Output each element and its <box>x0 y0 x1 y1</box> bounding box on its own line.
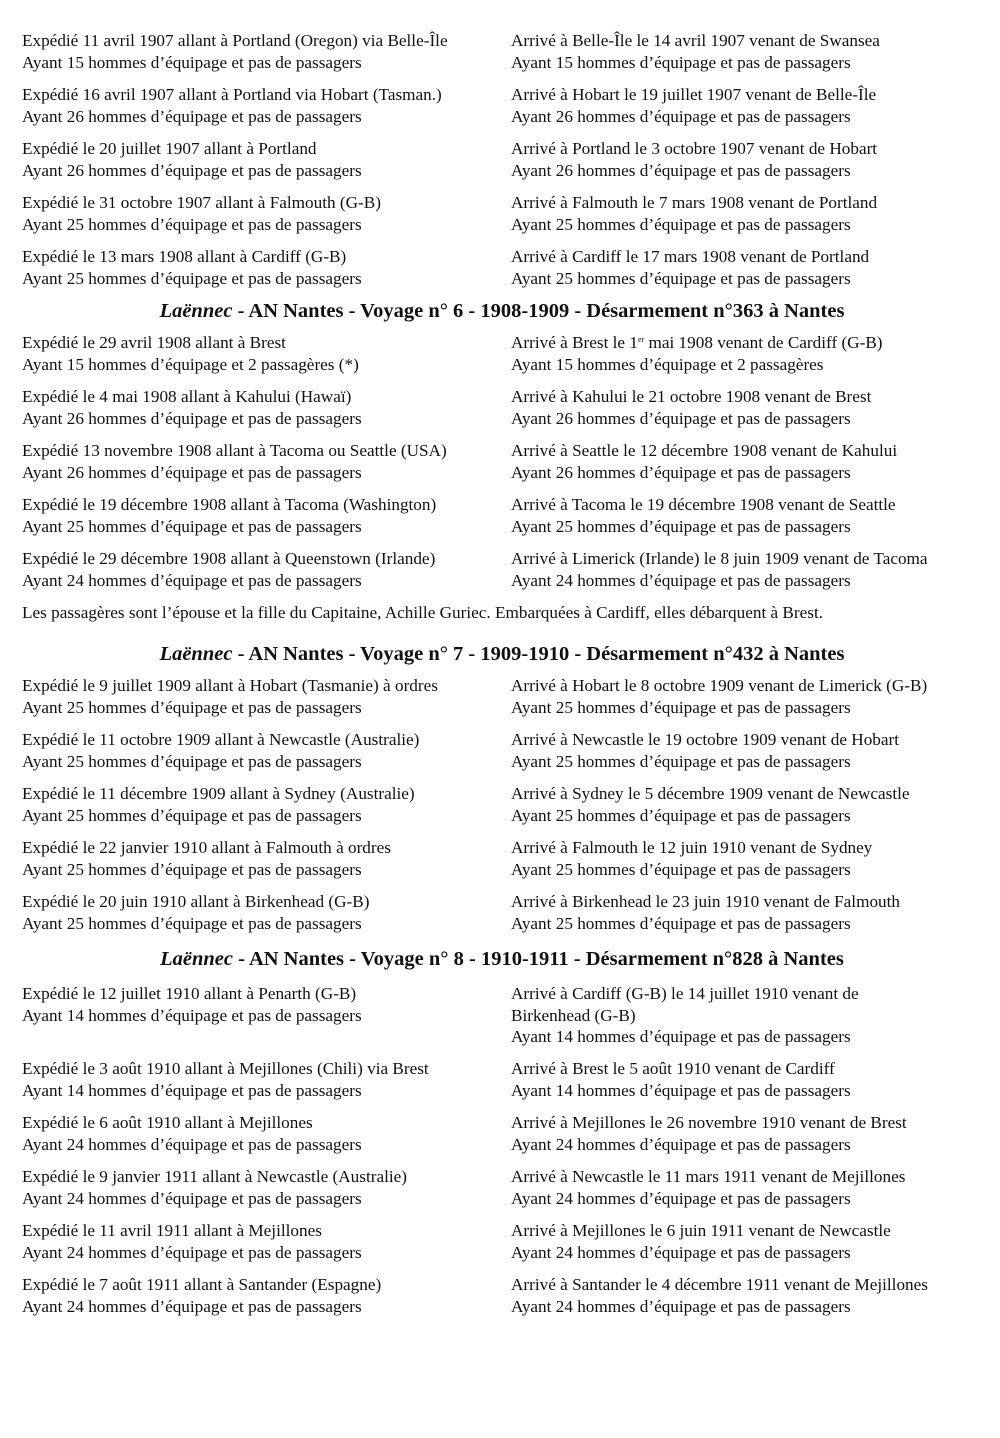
arrival-line: Arrivé à Portland le 3 octobre 1907 venant de Hobart <box>511 139 878 158</box>
voyage-8-entries <box>22 983 982 1328</box>
departure-line: Expédié le 11 décembre 1909 allant à Sydney (Australie) <box>22 784 415 803</box>
departure-entry <box>22 192 511 246</box>
arrival-line: Arrivé à Newcastle le 11 mars 1911 venant de Mejillones <box>511 1167 906 1186</box>
crew-line: Ayant 15 hommes d’équipage et 2 passagères (*) <box>22 354 359 374</box>
voyage-title: - AN Nantes - Voyage n° 6 - 1908-1909 - Désarmement n°363 à Nantes <box>232 300 845 322</box>
departure-entry <box>22 548 511 602</box>
departure-entry <box>22 1112 511 1166</box>
crew-line: Ayant 25 hommes d’équipage et pas de passagers <box>22 913 362 933</box>
crew-line: Ayant 15 hommes d’équipage et 2 passagères <box>511 354 824 374</box>
arrival-entry <box>511 675 982 729</box>
departure-entry <box>22 837 511 891</box>
departure-entry <box>22 84 511 138</box>
crew-line: Ayant 26 hommes d’équipage et pas de passagers <box>511 106 851 126</box>
departure-entry <box>22 246 511 291</box>
voyage-entry-row <box>22 138 982 192</box>
crew-line: Ayant 25 hommes d’équipage et pas de passagers <box>511 268 851 288</box>
voyage-title: - AN Nantes - Voyage n° 8 - 1910-1911 - Désarmement n°828 à Nantes <box>233 948 844 970</box>
departure-line: Expédié le 20 juillet 1907 allant à Portland <box>22 139 317 158</box>
crew-line: Ayant 24 hommes d’équipage et pas de passagers <box>22 570 362 590</box>
arrival-line: Arrivé à Kahului le 21 octobre 1908 venant de Brest <box>511 387 872 406</box>
arrival-line: Arrivé à Sydney le 5 décembre 1909 venant de Newcastle <box>511 784 910 803</box>
departure-entry <box>22 783 511 837</box>
voyage-entry-row <box>22 192 982 246</box>
crew-line: Ayant 26 hommes d’équipage et pas de passagers <box>22 408 362 428</box>
departure-entry <box>22 983 511 1058</box>
arrival-text: mai 1908 venant de Cardiff (G-B) <box>644 333 883 352</box>
crew-line: Ayant 24 hommes d’équipage et pas de passagers <box>22 1242 362 1262</box>
crew-line: Ayant 25 hommes d’équipage et pas de passagers <box>511 214 851 234</box>
voyage-entry-row <box>22 386 982 440</box>
crew-line: Ayant 24 hommes d’équipage et pas de passagers <box>511 1242 851 1262</box>
crew-line: Ayant 25 hommes d’équipage et pas de passagers <box>22 697 362 717</box>
crew-line: Ayant 25 hommes d’équipage et pas de passagers <box>511 516 851 536</box>
arrival-entry <box>511 440 982 494</box>
voyage-entry-row <box>22 983 982 1058</box>
departure-entry <box>22 138 511 192</box>
voyage-entry-row <box>22 1058 982 1112</box>
voyage-entry-row <box>22 1274 982 1328</box>
arrival-entry <box>511 1058 982 1112</box>
ship-name: Laënnec <box>159 643 233 665</box>
voyage-entry-row <box>22 1112 982 1166</box>
voyage-entry-row <box>22 494 982 548</box>
crew-line: Ayant 14 hommes d’équipage et pas de passagers <box>511 1080 851 1100</box>
arrival-entry <box>511 332 982 386</box>
departure-line: Expédié le 11 avril 1911 allant à Mejillones <box>22 1221 322 1240</box>
crew-line: Ayant 25 hommes d’équipage et pas de passagers <box>22 268 362 288</box>
departure-entry <box>22 332 511 386</box>
departure-line: Expédié le 7 août 1911 allant à Santander (Espagne) <box>22 1275 382 1294</box>
arrival-entry <box>511 837 982 891</box>
departure-line: Expédié le 9 juillet 1909 allant à Hobart (Tasmanie) à ordres <box>22 676 438 695</box>
arrival-line: Arrivé à Brest le 5 août 1910 venant de Cardiff <box>511 1059 835 1078</box>
departure-entry <box>22 1166 511 1220</box>
arrival-entry <box>511 1166 982 1220</box>
departure-line: Expédié le 12 juillet 1910 allant à Penarth (G-B) <box>22 984 357 1003</box>
departure-entry <box>22 891 511 939</box>
voyage-title: - AN Nantes - Voyage n° 7 - 1909-1910 - Désarmement n°432 à Nantes <box>232 643 845 665</box>
arrival-entry <box>511 138 982 192</box>
voyage-entry-row <box>22 30 982 84</box>
crew-line: Ayant 26 hommes d’équipage et pas de passagers <box>22 106 362 126</box>
departure-line: Expédié le 19 décembre 1908 allant à Tacoma (Washington) <box>22 495 437 514</box>
voyage-entry-row <box>22 332 982 386</box>
voyage-5-entries <box>22 30 982 291</box>
crew-line: Ayant 15 hommes d’équipage et pas de passagers <box>511 52 851 72</box>
arrival-line: Arrivé à Tacoma le 19 décembre 1908 venant de Seattle <box>511 495 896 514</box>
arrival-line-continued: Birkenhead (G-B) <box>511 1005 636 1025</box>
crew-line: Ayant 26 hommes d’équipage et pas de passagers <box>511 462 851 482</box>
voyage-entry-row <box>22 548 982 602</box>
voyage-entry-row <box>22 837 982 891</box>
ordinal-superscript: er <box>637 335 645 344</box>
arrival-line: Arrivé à Santander le 4 décembre 1911 venant de Mejillones <box>511 1275 928 1294</box>
departure-line: Expédié 13 novembre 1908 allant à Tacoma ou Seattle (USA) <box>22 441 447 460</box>
crew-line: Ayant 15 hommes d’équipage et pas de passagers <box>22 52 362 72</box>
arrival-line: Arrivé à Newcastle le 19 octobre 1909 venant de Hobart <box>511 730 900 749</box>
arrival-line: Arrivé à Birkenhead le 23 juin 1910 venant de Falmouth <box>511 892 901 911</box>
arrival-line: Arrivé à Falmouth le 12 juin 1910 venant de Sydney <box>511 838 873 857</box>
arrival-entry <box>511 983 982 1058</box>
passenger-note: Les passagères sont l’épouse et la fille du Capitaine, Achille Guriec. Embarquées à Cardiff, elles débarquent à Brest. <box>22 603 824 622</box>
departure-line: Expédié le 9 janvier 1911 allant à Newcastle (Australie) <box>22 1167 407 1186</box>
departure-line: Expédié le 6 août 1910 allant à Mejillones <box>22 1113 313 1132</box>
departure-line: Expédié le 22 janvier 1910 allant à Falmouth à ordres <box>22 838 391 857</box>
crew-line: Ayant 14 hommes d’équipage et pas de passagers <box>22 1080 362 1100</box>
voyage-6-heading <box>22 291 982 332</box>
voyage-7-heading <box>22 634 982 675</box>
crew-line: Ayant 25 hommes d’équipage et pas de passagers <box>511 805 851 825</box>
crew-line: Ayant 25 hommes d’équipage et pas de passagers <box>22 859 362 879</box>
departure-line: Expédié 16 avril 1907 allant à Portland via Hobart (Tasman.) <box>22 85 442 104</box>
arrival-line: Arrivé à Cardiff (G-B) le 14 juillet 1910 venant de <box>511 984 859 1003</box>
departure-entry <box>22 494 511 548</box>
arrival-entry <box>511 1112 982 1166</box>
crew-line: Ayant 24 hommes d’équipage et pas de passagers <box>22 1188 362 1208</box>
arrival-entry <box>511 783 982 837</box>
departure-entry <box>22 1274 511 1328</box>
crew-line: Ayant 26 hommes d’équipage et pas de passagers <box>22 462 362 482</box>
departure-line: Expédié le 20 juin 1910 allant à Birkenhead (G-B) <box>22 892 370 911</box>
departure-entry <box>22 1220 511 1274</box>
crew-line: Ayant 26 hommes d’équipage et pas de passagers <box>511 408 851 428</box>
arrival-line: Arrivé à Seattle le 12 décembre 1908 venant de Kahului <box>511 441 898 460</box>
document-page <box>22 30 982 1328</box>
arrival-line: Arrivé à Limerick (Irlande) le 8 juin 1909 venant de Tacoma <box>511 549 928 568</box>
departure-line: Expédié le 4 mai 1908 allant à Kahului (Hawaï) <box>22 387 352 406</box>
arrival-entry <box>511 891 982 939</box>
voyage-entry-row <box>22 783 982 837</box>
departure-entry <box>22 440 511 494</box>
departure-entry <box>22 1058 511 1112</box>
arrival-entry <box>511 548 982 602</box>
arrival-line: Arrivé à Falmouth le 7 mars 1908 venant de Portland <box>511 193 878 212</box>
arrival-entry <box>511 494 982 548</box>
crew-line: Ayant 25 hommes d’équipage et pas de passagers <box>22 516 362 536</box>
arrival-line <box>511 332 982 354</box>
crew-line: Ayant 24 hommes d’équipage et pas de passagers <box>511 1134 851 1154</box>
arrival-line: Arrivé à Hobart le 19 juillet 1907 venant de Belle-Île <box>511 85 877 104</box>
arrival-entry <box>511 1274 982 1328</box>
voyage-7-entries <box>22 675 982 939</box>
crew-line: Ayant 25 hommes d’équipage et pas de passagers <box>22 751 362 771</box>
crew-line: Ayant 14 hommes d’équipage et pas de passagers <box>22 1005 362 1025</box>
crew-line: Ayant 25 hommes d’équipage et pas de passagers <box>22 214 362 234</box>
crew-line: Ayant 14 hommes d’équipage et pas de passagers <box>511 1027 851 1047</box>
crew-line: Ayant 24 hommes d’équipage et pas de passagers <box>511 1296 851 1316</box>
arrival-entry <box>511 386 982 440</box>
arrival-entry <box>511 84 982 138</box>
crew-line: Ayant 24 hommes d’équipage et pas de passagers <box>22 1134 362 1154</box>
crew-line: Ayant 26 hommes d’équipage et pas de passagers <box>22 160 362 180</box>
arrival-line: Arrivé à Mejillones le 26 novembre 1910 venant de Brest <box>511 1113 907 1132</box>
departure-entry <box>22 30 511 84</box>
arrival-entry <box>511 1220 982 1274</box>
arrival-entry <box>511 192 982 246</box>
voyage-6-entries <box>22 332 982 634</box>
arrival-line: Arrivé à Belle-Île le 14 avril 1907 venant de Swansea <box>511 31 880 50</box>
voyage-entry-row <box>22 675 982 729</box>
voyage-entry-row <box>22 891 982 939</box>
departure-line: Expédié le 29 décembre 1908 allant à Queenstown (Irlande) <box>22 549 436 568</box>
crew-line: Ayant 25 hommes d’équipage et pas de passagers <box>511 751 851 771</box>
arrival-text: Arrivé à Brest le 1 <box>511 333 638 352</box>
crew-line: Ayant 25 hommes d’équipage et pas de passagers <box>511 913 851 933</box>
voyage-entry-row <box>22 729 982 783</box>
arrival-entry <box>511 246 982 291</box>
arrival-entry <box>511 729 982 783</box>
arrival-entry <box>511 30 982 84</box>
ship-name: Laënnec <box>159 300 233 322</box>
arrival-line: Arrivé à Mejillones le 6 juin 1911 venant de Newcastle <box>511 1221 891 1240</box>
departure-line: Expédié le 13 mars 1908 allant à Cardiff (G-B) <box>22 247 347 266</box>
departure-entry <box>22 729 511 783</box>
voyage-8-heading <box>22 939 982 983</box>
crew-line: Ayant 25 hommes d’équipage et pas de passagers <box>511 697 851 717</box>
voyage-entry-row <box>22 440 982 494</box>
voyage-entry-row <box>22 1220 982 1274</box>
voyage-entry-row <box>22 1166 982 1220</box>
crew-line: Ayant 25 hommes d’équipage et pas de passagers <box>22 805 362 825</box>
ship-name: Laënnec <box>160 948 233 970</box>
departure-line: Expédié le 29 avril 1908 allant à Brest <box>22 333 286 352</box>
departure-line: Expédié 11 avril 1907 allant à Portland (Oregon) via Belle-Île <box>22 31 448 50</box>
arrival-line: Arrivé à Cardiff le 17 mars 1908 venant de Portland <box>511 247 870 266</box>
crew-line: Ayant 26 hommes d’équipage et pas de passagers <box>511 160 851 180</box>
voyage-entry-row <box>22 84 982 138</box>
departure-entry <box>22 675 511 729</box>
departure-line: Expédié le 31 octobre 1907 allant à Falmouth (G-B) <box>22 193 381 212</box>
arrival-line: Arrivé à Hobart le 8 octobre 1909 venant de Limerick (G-B) <box>511 676 928 695</box>
departure-entry <box>22 386 511 440</box>
voyage-entry-row <box>22 246 982 291</box>
crew-line: Ayant 24 hommes d’équipage et pas de passagers <box>511 570 851 590</box>
crew-line: Ayant 24 hommes d’équipage et pas de passagers <box>511 1188 851 1208</box>
crew-line: Ayant 25 hommes d’équipage et pas de passagers <box>511 859 851 879</box>
departure-line: Expédié le 11 octobre 1909 allant à Newcastle (Australie) <box>22 730 420 749</box>
departure-line: Expédié le 3 août 1910 allant à Mejillones (Chili) via Brest <box>22 1059 429 1078</box>
crew-line: Ayant 24 hommes d’équipage et pas de passagers <box>22 1296 362 1316</box>
